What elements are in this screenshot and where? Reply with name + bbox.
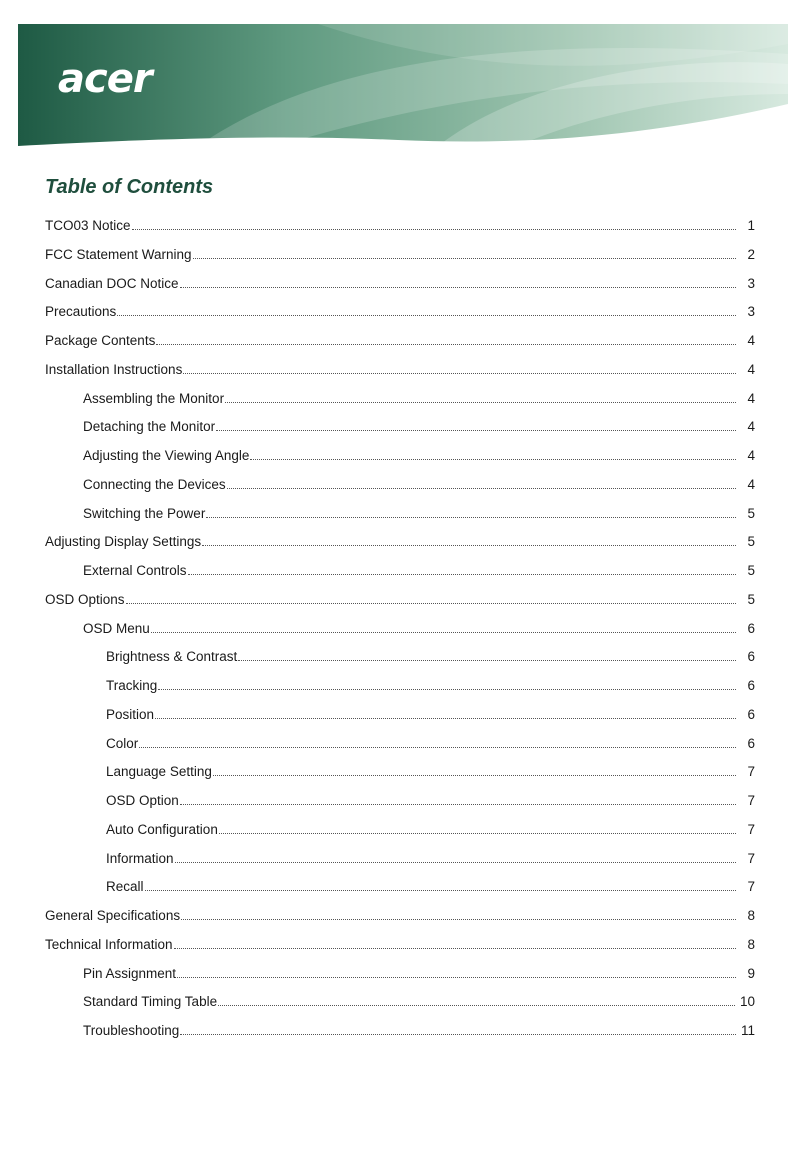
toc-entry-label: Connecting the Devices [83, 476, 226, 492]
toc-entry-page: 5 [747, 563, 755, 578]
toc-dot-leader [174, 937, 736, 949]
toc-entry[interactable] [83, 1023, 755, 1043]
toc-entry[interactable] [45, 534, 755, 554]
toc-entry[interactable] [106, 822, 755, 842]
toc-entry[interactable] [83, 391, 755, 411]
toc-entry[interactable] [45, 908, 755, 928]
toc-entry-label: Canadian DOC Notice [45, 275, 179, 291]
toc-entry-page: 4 [747, 476, 755, 492]
toc-entry-page: 7 [747, 793, 755, 808]
toc-dot-leader [177, 966, 736, 978]
toc-entry-page: 4 [747, 448, 755, 463]
toc-entry-page: 11 [740, 1023, 755, 1038]
toc-dot-leader [238, 649, 736, 661]
toc-entry-label: Technical Information [45, 936, 173, 952]
toc-entry-label: Pin Assignment [83, 965, 177, 981]
toc-entry-label: General Specifications [45, 908, 181, 923]
toc-entry-label: Recall [106, 879, 144, 895]
toc-entry-label: Language Setting [106, 764, 212, 780]
toc-dot-leader [156, 333, 736, 345]
toc-entry-page: 5 [747, 591, 755, 607]
toc-entry-page: 3 [747, 275, 755, 291]
toc-entry-page: 8 [747, 936, 755, 952]
toc-entry-label: OSD Options [45, 591, 125, 607]
toc-entry[interactable] [106, 793, 755, 813]
toc-entry-page: 7 [747, 879, 755, 895]
toc-entry-label: Auto Configuration [106, 821, 218, 837]
toc-entry[interactable] [83, 506, 755, 526]
toc-dot-leader [188, 563, 736, 575]
toc-entry-page: 8 [747, 908, 755, 923]
toc-dot-leader [193, 247, 736, 259]
toc-entry-page: 7 [747, 821, 755, 837]
toc-entry-label: Information [106, 850, 174, 866]
toc-entry[interactable] [83, 966, 755, 986]
toc-entry[interactable] [83, 621, 755, 641]
toc-dot-leader [175, 851, 736, 863]
toc-dot-leader [117, 304, 736, 316]
toc-entry-label: Color [106, 735, 139, 751]
toc-entry-page: 4 [747, 361, 755, 377]
toc-entry-label: TCO03 Notice [45, 218, 131, 233]
toc-entry-label: Position [106, 706, 155, 722]
toc-entry-page: 6 [747, 735, 755, 751]
toc-entry-label: Assembling the Monitor [83, 390, 225, 406]
toc-dot-leader [180, 793, 736, 805]
toc-entry[interactable] [45, 218, 755, 238]
toc-entry[interactable] [83, 477, 755, 497]
toc-entry[interactable] [45, 592, 755, 612]
toc-entry-label: Package Contents [45, 333, 156, 348]
toc-entry-page: 9 [747, 965, 755, 981]
toc-dot-leader [180, 276, 736, 288]
toc-entry-page: 1 [747, 218, 755, 233]
toc-entry[interactable] [106, 736, 755, 756]
toc-entry-label: OSD Menu [83, 620, 150, 636]
toc-dot-leader [227, 477, 736, 489]
toc-entry-page: 4 [747, 390, 755, 406]
toc-entry-label: FCC Statement Warning [45, 246, 192, 262]
toc-entry[interactable] [106, 879, 755, 899]
toc-entry-label: Precautions [45, 304, 117, 320]
toc-dot-leader [219, 822, 736, 834]
toc-dot-leader [158, 678, 736, 690]
toc-entry-page: 4 [747, 419, 755, 435]
toc-dot-leader [126, 592, 736, 604]
toc-entry[interactable] [45, 937, 755, 957]
toc-entry-page: 6 [747, 620, 755, 636]
toc-entry-page: 7 [747, 850, 755, 866]
toc-entry-page: 6 [747, 649, 755, 665]
toc-dot-leader [225, 391, 736, 403]
toc-entry-label: Brightness & Contrast [106, 649, 238, 665]
toc-entry-page: 6 [747, 706, 755, 722]
toc-entry-page: 7 [747, 764, 755, 780]
toc-entry-page: 5 [747, 505, 755, 521]
toc-dot-leader [181, 908, 736, 920]
toc-entry[interactable] [106, 764, 755, 784]
toc-entry-page: 6 [747, 678, 755, 693]
toc-dot-leader [145, 879, 736, 891]
toc-dot-leader [202, 534, 736, 546]
toc-entry-page: 2 [747, 246, 755, 262]
toc-entry-label: External Controls [83, 563, 187, 578]
acer-logo: acer [58, 56, 152, 102]
toc-entry-page: 10 [739, 994, 755, 1010]
toc-dot-leader [216, 419, 736, 431]
toc-dot-leader [213, 764, 736, 776]
toc-entry-label: Standard Timing Table [83, 994, 218, 1010]
toc-entry-label: Installation Instructions [45, 361, 183, 377]
toc-entry[interactable] [106, 851, 755, 871]
toc-dot-leader [180, 1023, 736, 1035]
toc-entry[interactable] [83, 448, 755, 468]
toc-entry-label: Tracking [106, 678, 158, 693]
toc-entry[interactable] [45, 362, 755, 382]
toc-entry-label: OSD Option [106, 793, 179, 808]
toc-entry-label: Detaching the Monitor [83, 419, 216, 435]
toc-entry[interactable] [106, 707, 755, 727]
page-title: Table of Contents [45, 176, 214, 198]
toc-entry[interactable] [83, 563, 755, 583]
toc-dot-leader [250, 448, 736, 460]
toc-entry[interactable] [83, 994, 755, 1014]
toc-entry[interactable] [106, 649, 755, 669]
toc-entry[interactable] [106, 678, 755, 698]
toc-entry[interactable] [45, 333, 755, 353]
toc-entry[interactable] [83, 419, 755, 439]
toc-entry-label: Troubleshooting [83, 1023, 180, 1038]
toc-entry-label: Adjusting the Viewing Angle [83, 448, 250, 463]
toc-entry[interactable] [45, 276, 755, 296]
toc-dot-leader [183, 362, 736, 374]
toc-entry-page: 3 [747, 304, 755, 320]
toc-entry[interactable] [45, 247, 755, 267]
toc-entry-label: Adjusting Display Settings [45, 534, 202, 550]
toc-dot-leader [151, 621, 736, 633]
toc-dot-leader [218, 994, 735, 1006]
toc-entry-label: Switching the Power [83, 505, 206, 521]
toc-entry-page: 5 [747, 534, 755, 550]
toc-entry-page: 4 [747, 333, 755, 348]
toc-entry[interactable] [45, 304, 755, 324]
toc-dot-leader [206, 506, 736, 518]
toc-dot-leader [132, 218, 736, 230]
toc-dot-leader [155, 707, 736, 719]
toc-dot-leader [139, 736, 736, 748]
